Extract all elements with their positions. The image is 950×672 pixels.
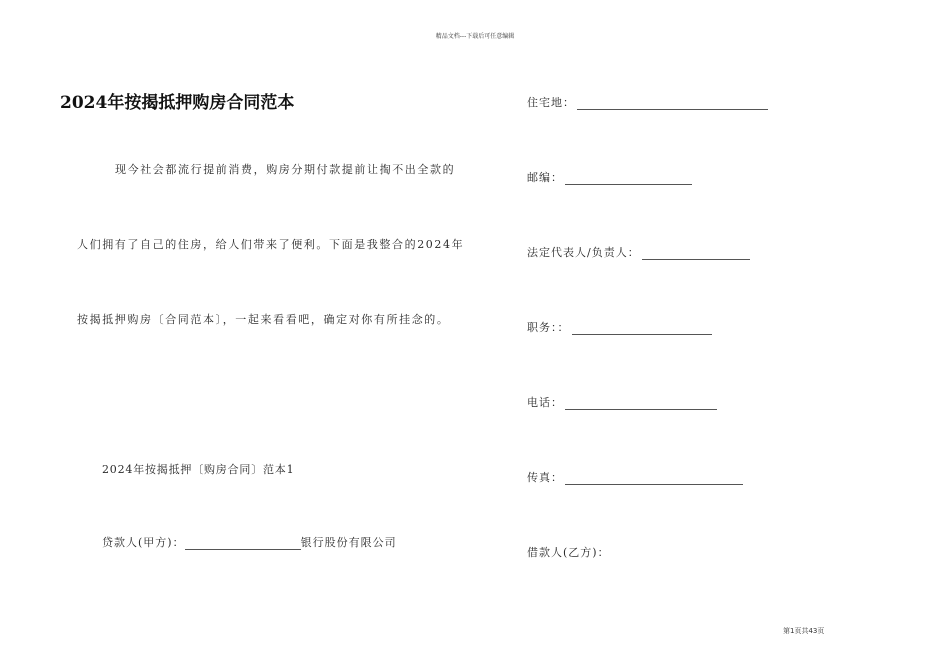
- lender-field: [102, 534, 397, 550]
- intro-line-3: 按揭抵押购房〔合同范本〕，一起来看看吧，确定对你有所挂念的。: [77, 313, 450, 326]
- section-heading: 2024年按揭抵押〔购房合同〕范本1: [102, 463, 295, 476]
- phone-blank[interactable]: [565, 397, 717, 410]
- address-field: [527, 94, 768, 110]
- postcode-field: [527, 169, 692, 185]
- position-field: [527, 319, 712, 335]
- position-label: 职务：：: [527, 321, 570, 334]
- intro-line-1: 现今社会都流行提前消费，购房分期付款提前让掏不出全款的: [115, 163, 456, 176]
- representative-blank[interactable]: [642, 247, 750, 260]
- document-title: 2024年按揭抵押购房合同范本: [60, 93, 295, 113]
- fax-field: [527, 469, 743, 485]
- postcode-blank[interactable]: [565, 172, 692, 185]
- postcode-label: 邮编：: [527, 171, 563, 184]
- position-blank[interactable]: [572, 322, 712, 335]
- page-header: 精品文档---下载后可任意编辑: [435, 33, 515, 40]
- borrower-field: [527, 544, 610, 560]
- phone-label: 电话：: [527, 396, 563, 409]
- fax-blank[interactable]: [565, 472, 743, 485]
- lender-label: 贷款人(甲方)：: [102, 536, 185, 549]
- representative-field: [527, 244, 750, 260]
- phone-field: [527, 394, 717, 410]
- lender-blank[interactable]: [185, 537, 301, 550]
- fax-label: 传真：: [527, 471, 563, 484]
- intro-line-2: 人们拥有了自己的住房，给人们带来了便利。下面是我整合的2024年: [77, 238, 465, 251]
- borrower-label: 借款人(乙方)：: [527, 546, 610, 559]
- address-label: 住宅地：: [527, 96, 575, 109]
- representative-label: 法定代表人/负责人：: [527, 246, 640, 259]
- lender-suffix: 银行股份有限公司: [300, 536, 397, 549]
- page-number: 第1页共43页: [783, 627, 825, 635]
- address-blank[interactable]: [577, 97, 768, 110]
